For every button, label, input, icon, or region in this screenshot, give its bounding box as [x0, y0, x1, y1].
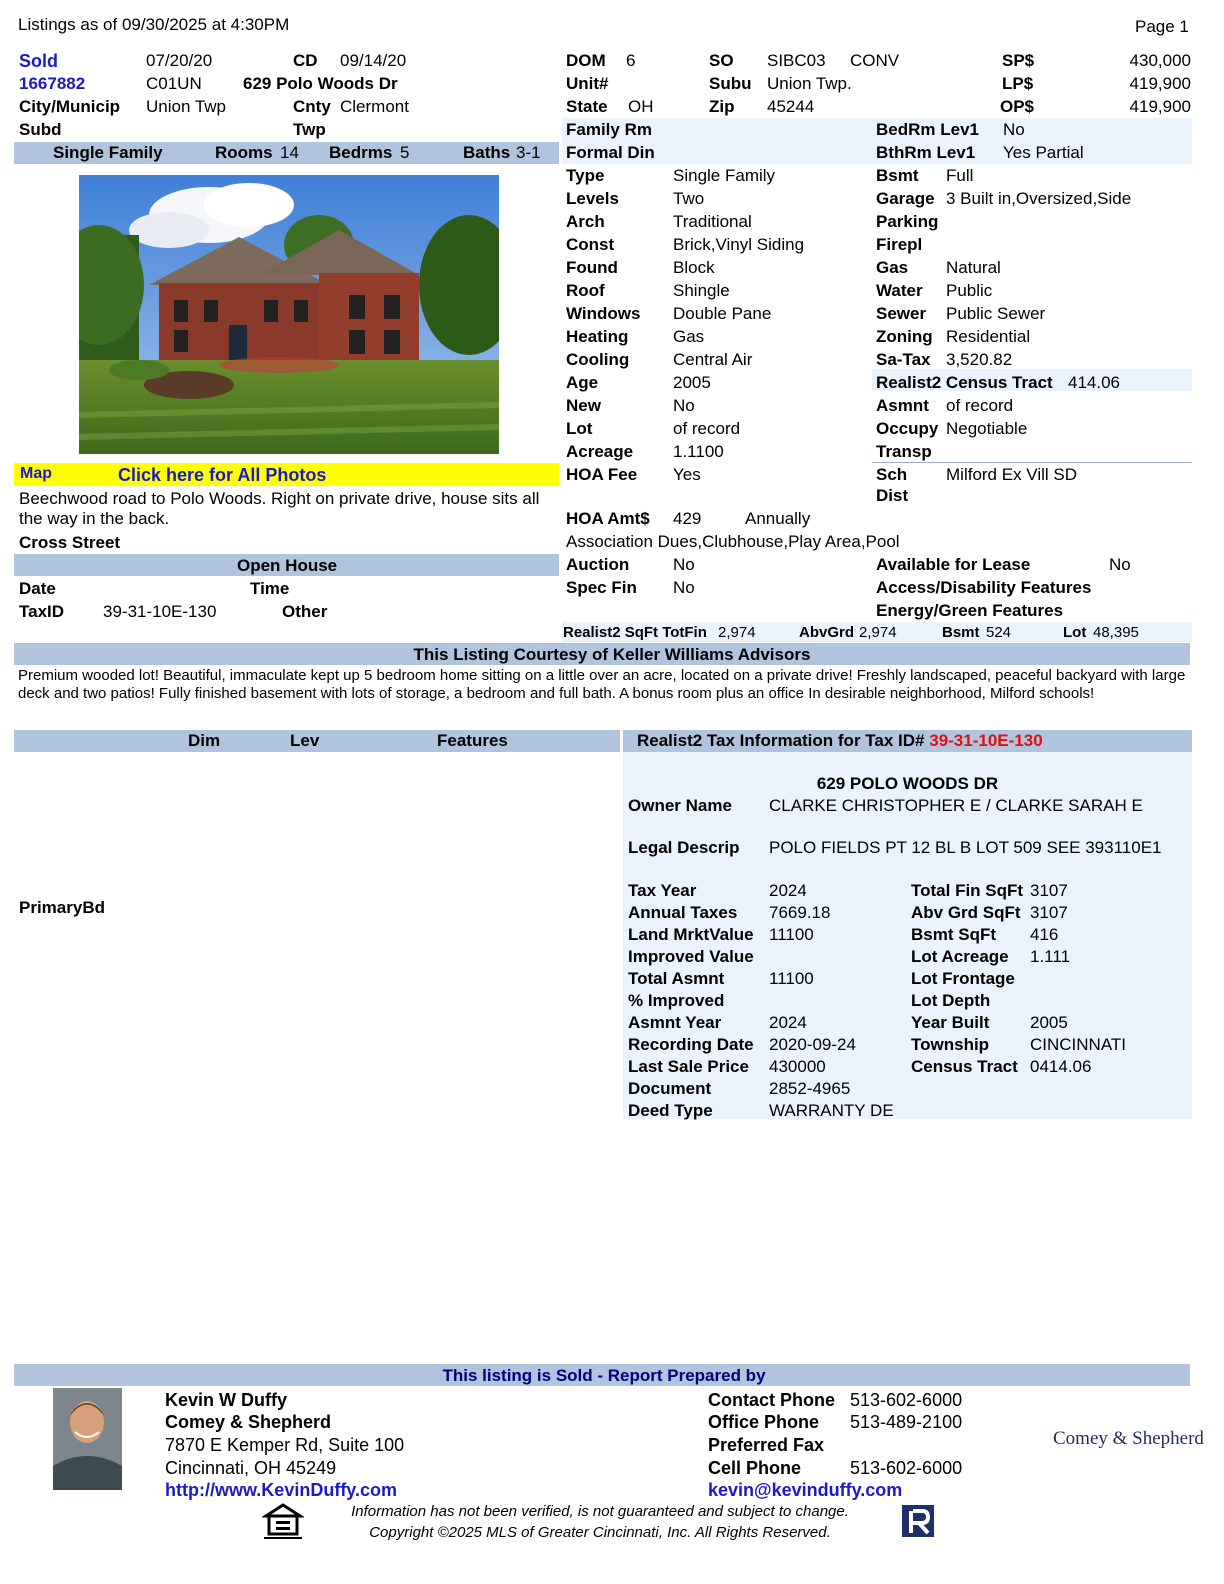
detail-value: 3,520.82	[946, 350, 1013, 369]
tax-field-label: Document	[628, 1079, 712, 1098]
detail-label: New	[566, 396, 601, 415]
op-label: OP$	[1000, 97, 1035, 116]
unit-label: Unit#	[566, 74, 609, 93]
owner-label: Owner Name	[628, 796, 732, 815]
divider	[872, 462, 1192, 463]
detail-value: Negotiable	[946, 419, 1028, 438]
sold-date: 07/20/20	[146, 51, 213, 70]
realtor-icon	[900, 1503, 936, 1548]
baths-value: 3-1	[516, 143, 541, 162]
property-address: 629 Polo Woods Dr	[243, 74, 398, 93]
contact-phone-label: Contact Phone	[708, 1390, 836, 1410]
tax-field-label: Recording Date	[628, 1035, 754, 1054]
tax-field-label: Asmnt Year	[628, 1013, 722, 1032]
tax-field-value: 2020-09-24	[769, 1035, 856, 1054]
detail-label: Const	[566, 235, 615, 254]
tax-field-value: 2024	[769, 881, 807, 900]
tax-field-label: Township	[911, 1035, 990, 1054]
so-label: SO	[709, 51, 734, 70]
tax-field-label: Lot Acreage	[911, 947, 1009, 966]
preferred-fax-label: Preferred Fax	[708, 1435, 825, 1455]
state-label: State	[566, 97, 608, 116]
detail-label: Occupy	[876, 419, 939, 438]
tax-field-value: 430000	[769, 1057, 826, 1076]
detail-label: Windows	[566, 304, 641, 323]
county-value: Clermont	[340, 97, 409, 116]
city-value: Union Twp	[146, 97, 227, 116]
hoa-amt-value: 429	[673, 509, 702, 528]
tax-header-label: Realist2 Tax Information for Tax ID#	[637, 731, 925, 750]
office-phone-value: 513-489-2100	[850, 1412, 963, 1432]
tax-field-value: 11100	[769, 925, 814, 944]
disclaimer-line-1: Information has not been verified, is not guaranteed and subject to change.	[351, 1503, 849, 1520]
sqft-totfin-label: Realist2 SqFt TotFin	[563, 624, 707, 641]
detail-value: Public	[946, 281, 993, 300]
owner-value: CLARKE CHRISTOPHER E / CLARKE SARAH E	[769, 796, 1143, 815]
listing-courtesy: This Listing Courtesy of Keller Williams Advisors	[413, 645, 811, 664]
detail-value: Central Air	[673, 350, 753, 369]
tax-field-label: Lot Frontage	[911, 969, 1015, 988]
detail-label: Roof	[566, 281, 605, 300]
detail-label: Asmnt	[876, 396, 929, 415]
detail-value: 414.06	[1068, 373, 1120, 392]
detail-label: Heating	[566, 327, 629, 346]
district-label: Dist	[876, 486, 909, 505]
detail-value: Full	[946, 166, 974, 185]
detail-label: Gas	[876, 258, 909, 277]
tax-field-label: Census Tract	[911, 1057, 1018, 1076]
agent-name: Kevin W Duffy	[165, 1390, 288, 1410]
detail-label: Water	[876, 281, 923, 300]
lease-value: No	[1109, 555, 1131, 574]
tax-address: 629 POLO WOODS DR	[816, 774, 999, 793]
sp-value: 430,000	[1129, 51, 1191, 70]
office-code: C01UN	[146, 74, 202, 93]
detail-label: Type	[566, 166, 605, 185]
tax-header-title	[637, 731, 1043, 751]
listings-timestamp: Listings as of 09/30/2025 at 4:30PM	[18, 15, 290, 34]
detail-value: No	[673, 396, 695, 415]
tax-field-value: WARRANTY DE	[769, 1101, 894, 1120]
tax-field-label: Bsmt SqFt	[911, 925, 996, 944]
property-type-summary: Single Family	[53, 143, 163, 162]
cell-phone-label: Cell Phone	[708, 1458, 802, 1478]
detail-value: Traditional	[673, 212, 752, 231]
tax-field-value: 416	[1030, 925, 1059, 944]
contact-phone-value: 513-602-6000	[850, 1390, 963, 1410]
zip-label: Zip	[709, 97, 735, 116]
legal-value: POLO FIELDS PT 12 BL B LOT 509 SEE 393110E1	[769, 838, 1162, 857]
subd-label: Subd	[19, 120, 62, 139]
financing-type: CONV	[850, 51, 900, 70]
auction-value: No	[673, 555, 695, 574]
agent-photo	[53, 1388, 122, 1490]
detail-label: Age	[566, 373, 599, 392]
detail-label: Sa-Tax	[876, 350, 931, 369]
bedrms-value: 5	[400, 143, 410, 162]
tax-field-value: 2024	[769, 1013, 807, 1032]
detail-value: Block	[673, 258, 715, 277]
directions-text: Beechwood road to Polo Woods. Right on private drive, house sits all the way in the back.	[19, 489, 540, 529]
county-label: Cnty	[293, 97, 331, 116]
detail-value: Shingle	[673, 281, 730, 300]
brokerage-logo: Comey & Shepherd	[1053, 1428, 1204, 1449]
room-primary-bedroom: PrimaryBd	[19, 898, 105, 917]
tax-field-value: 0414.06	[1030, 1057, 1092, 1076]
formal-din-label: Formal Din	[566, 143, 655, 162]
sqft-lot-label: Lot	[1063, 624, 1087, 641]
detail-value: Natural	[946, 258, 1001, 277]
hoa-fee-label: HOA Fee	[566, 465, 638, 484]
detail-label: Garage	[876, 189, 935, 208]
hoa-fee-value: Yes	[673, 465, 701, 484]
tax-field-label: Year Built	[911, 1013, 990, 1032]
bthrm-lev1-value: Yes Partial	[1003, 143, 1084, 162]
tax-field-value: CINCINNATI	[1030, 1035, 1127, 1054]
detail-value: Brick,Vinyl Siding	[673, 235, 805, 254]
detail-value: Public Sewer	[946, 304, 1046, 323]
detail-label: Arch	[566, 212, 605, 231]
hoa-period: Annually	[745, 509, 811, 528]
bedrm-lev1-value: No	[1003, 120, 1025, 139]
cd-label: CD	[293, 51, 318, 70]
sqft-abvgrd-label: AbvGrd	[799, 624, 855, 641]
tax-field-value: 3107	[1030, 881, 1068, 900]
lease-label: Available for Lease	[876, 555, 1031, 574]
sqft-abvgrd-value: 2,974	[859, 624, 897, 641]
tax-field-label: Annual Taxes	[628, 903, 738, 922]
tax-field-label: Total Fin SqFt	[911, 881, 1024, 900]
detail-label: Cooling	[566, 350, 630, 369]
map-link[interactable]: Map	[20, 465, 52, 482]
all-photos-link[interactable]: Click here for All Photos	[118, 465, 327, 485]
tax-field-label: Total Asmnt	[628, 969, 725, 988]
detail-value: 3 Built in,Oversized,Side	[946, 189, 1132, 208]
property-photo[interactable]	[79, 175, 499, 454]
sp-label: SP$	[1002, 51, 1035, 70]
detail-value: 2005	[673, 373, 711, 392]
rooms-label: Rooms	[215, 143, 273, 162]
bthrm-lev1-label: BthRm Lev1	[876, 143, 976, 162]
bedrms-label: Bedrms	[329, 143, 393, 162]
tax-field-label: Land MrktValue	[628, 925, 754, 944]
cell-phone-value: 513-602-6000	[850, 1458, 963, 1478]
detail-label: Levels	[566, 189, 619, 208]
zip-value: 45244	[767, 97, 815, 116]
hoa-amt-label: HOA Amt$	[566, 509, 650, 528]
oh-date-label: Date	[19, 579, 56, 598]
city-label: City/Municip	[19, 97, 121, 116]
lp-value: 419,900	[1129, 74, 1191, 93]
agent-citystate: Cincinnati, OH 45249	[165, 1458, 337, 1478]
rooms-lev-header: Lev	[290, 731, 320, 750]
tax-field-value: 7669.18	[769, 903, 831, 922]
tax-field-value: 3107	[1030, 903, 1068, 922]
detail-value: of record	[673, 419, 741, 438]
rooms-features-header: Features	[437, 731, 508, 750]
auction-label: Auction	[566, 555, 630, 574]
sqft-totfin-value: 2,974	[718, 624, 756, 641]
detail-value: Two	[673, 189, 705, 208]
so-value: SIBC03	[767, 51, 826, 70]
op-value: 419,900	[1129, 97, 1191, 116]
office-phone-label: Office Phone	[708, 1412, 820, 1432]
tax-field-label: Tax Year	[628, 881, 697, 900]
sqft-bsmt-value: 524	[986, 624, 1012, 641]
disclaimer-line-2: Copyright ©2025 MLS of Greater Cincinnati, Inc. All Rights Reserved.	[369, 1524, 831, 1541]
taxid-value: 39-31-10E-130	[103, 602, 217, 621]
school-value: Milford Ex Vill SD	[946, 465, 1077, 484]
subu-value: Union Twp.	[767, 74, 852, 93]
sold-banner-text: This listing is Sold - Report Prepared by	[442, 1366, 766, 1385]
sqft-lot-value: 48,395	[1093, 624, 1139, 641]
baths-label: Baths	[463, 143, 511, 162]
tax-field-label: Lot Depth	[911, 991, 991, 1010]
agent-website-link[interactable]: http://www.KevinDuffy.com	[165, 1480, 397, 1500]
dom-value: 6	[626, 51, 636, 70]
tax-field-value: 2005	[1030, 1013, 1068, 1032]
dom-label: DOM	[566, 51, 606, 70]
taxid-label: TaxID	[19, 602, 65, 621]
other-label: Other	[282, 602, 328, 621]
public-remarks: Premium wooded lot! Beautiful, immaculate kept up 5 bedroom home sitting on a little over an acre, located on a private drive! Freshly landscaped, peaceful backyard with large deck and two patios! Fully finished basement with lots of storage, a bedroom and full bath. A bonus room plus an office In desirable neighborhood, Milford schools!	[18, 667, 1186, 702]
tax-header-id: 39-31-10E-130	[929, 731, 1043, 750]
detail-value: of record	[946, 396, 1014, 415]
tax-field-label: % Improved	[628, 991, 725, 1010]
bedrm-lev1-label: BedRm Lev1	[876, 120, 979, 139]
tax-field-label: Last Sale Price	[628, 1057, 749, 1076]
detail-value: Gas	[673, 327, 705, 346]
detail-label: Parking	[876, 212, 939, 231]
detail-value: 1.1100	[673, 442, 724, 461]
tax-field-label: Improved Value	[628, 947, 754, 966]
legal-label: Legal Descrip	[628, 838, 740, 857]
agent-street: 7870 E Kemper Rd, Suite 100	[165, 1435, 405, 1455]
detail-label: Lot	[566, 419, 593, 438]
tax-field-label: Deed Type	[628, 1101, 713, 1120]
detail-label: Zoning	[876, 327, 933, 346]
agent-email-link[interactable]: kevin@kevinduffy.com	[708, 1480, 903, 1500]
detail-value: Double Pane	[673, 304, 772, 323]
detail-label: Transp	[876, 442, 932, 461]
agent-company: Comey & Shepherd	[165, 1412, 332, 1432]
spec-fin-value: No	[673, 578, 695, 597]
detail-label: Sewer	[876, 304, 927, 323]
detail-label: Firepl	[876, 235, 923, 254]
family-rm-label: Family Rm	[566, 120, 652, 139]
subu-label: Subu	[709, 74, 752, 93]
mls-number-link[interactable]: 1667882	[19, 74, 86, 93]
tax-field-value: 1.111	[1030, 947, 1071, 966]
tax-field-value: 2852-4965	[769, 1079, 851, 1098]
school-label: Sch	[876, 465, 908, 484]
detail-label: Found	[566, 258, 618, 277]
detail-label: Acreage	[566, 442, 634, 461]
tax-field-label: Abv Grd SqFt	[911, 903, 1021, 922]
detail-label: Realist2 Census Tract	[876, 373, 1053, 392]
rooms-value: 14	[280, 143, 299, 162]
rooms-dim-header: Dim	[188, 731, 221, 750]
state-value: OH	[628, 97, 654, 116]
spec-fin-label: Spec Fin	[566, 578, 637, 597]
tax-field-value: 11100	[769, 969, 814, 988]
lp-label: LP$	[1002, 74, 1034, 93]
hoa-includes: Association Dues,Clubhouse,Play Area,Pool	[566, 532, 900, 551]
access-label: Access/Disability Features	[876, 578, 1092, 597]
detail-value: Residential	[946, 327, 1031, 346]
open-house-title: Open House	[237, 556, 338, 575]
page-number: Page 1	[1135, 17, 1189, 36]
sqft-bsmt-label: Bsmt	[942, 624, 980, 641]
oh-time-label: Time	[250, 579, 290, 598]
status-sold: Sold	[19, 51, 58, 71]
detail-value: Single Family	[673, 166, 776, 185]
energy-label: Energy/Green Features	[876, 601, 1064, 620]
detail-label: Bsmt	[876, 166, 919, 185]
cross-street-label: Cross Street	[19, 533, 121, 552]
twp-label: Twp	[293, 120, 326, 139]
cd-date: 09/14/20	[340, 51, 407, 70]
